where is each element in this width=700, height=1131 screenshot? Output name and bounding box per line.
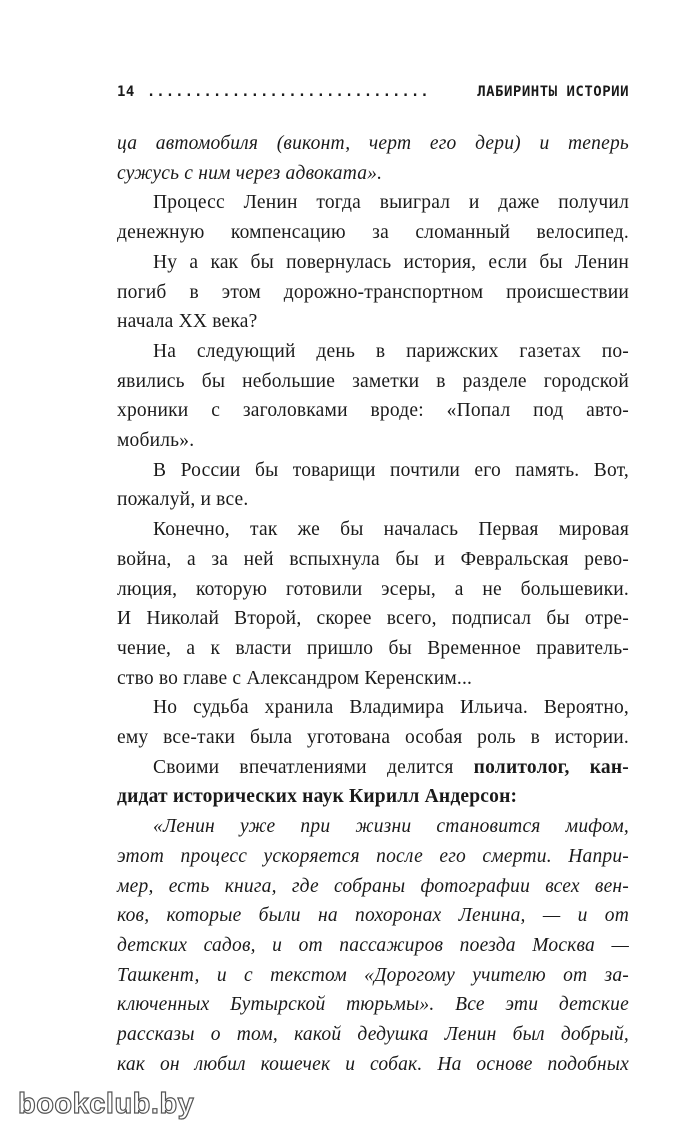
paragraph-6 — [117, 515, 629, 693]
text-line: мобиль». — [117, 430, 195, 452]
running-header — [117, 80, 629, 104]
text-line: хроники с заголовками вроде: «Попал под авто- — [117, 400, 629, 422]
text-line: Ну а как бы повернулась история, если бы Ленин — [153, 251, 629, 273]
text-line: мер, есть книга, где собраны фотографии всех вен- — [117, 875, 629, 897]
text-line: рассказы о том, какой дедушка Ленин был добрый, — [117, 1024, 629, 1046]
text-plain: Своими впечатлениями делится — [153, 756, 474, 778]
text-line: денежную компенсацию за сломанный велосипед. — [117, 222, 629, 244]
text-line: Конечно, так же бы началась Первая мировая — [153, 519, 629, 541]
body-text — [117, 129, 629, 1080]
text-line: ключенных Бутырской тюрьмы». Все эти детские — [117, 994, 629, 1016]
text-line: чение, а к власти пришло бы Временное правитель- — [117, 637, 629, 659]
header-dot-leader: .............................. — [146, 84, 430, 100]
text-line: Но судьба хранила Владимира Ильича. Вероятно, — [153, 697, 629, 719]
text-line: начала XX века? — [117, 311, 258, 333]
text-line: сужусь с ним через адвоката». — [117, 162, 383, 184]
text-line: ца автомобиля (виконт, черт его дери) и теперь — [117, 133, 629, 154]
watermark: bookclub.by — [18, 1088, 195, 1120]
page-number: 14 — [117, 84, 135, 100]
paragraph-5 — [117, 456, 629, 515]
text-line: Процесс Ленин тогда выиграл и даже получил — [153, 192, 629, 214]
paragraph-1 — [117, 129, 629, 188]
text-line: война, а за ней вспыхнула бы и Февральская рево- — [117, 548, 629, 570]
text-line: как он любил кошечек и собак. На основе подобных — [117, 1053, 629, 1075]
text-line: В России бы товарищи почтили его память. Вот, — [153, 459, 629, 481]
paragraph-3 — [117, 248, 629, 337]
text-line: На следующий день в парижских газетах по- — [153, 340, 629, 362]
text-line: И Николай Второй, скорее всего, подписал бы отре- — [117, 608, 629, 630]
speaker-credit: дидат исторических наук Кирилл Андерсон: — [117, 786, 518, 808]
text-line: ему все-таки была уготована особая роль в истории. — [117, 727, 629, 749]
text-line: погиб в этом дорожно-транспортном происшествии — [117, 281, 629, 303]
speaker-credit: политолог, кан- — [473, 756, 629, 778]
text-line: ство во главе с Александром Керенским... — [117, 667, 473, 689]
text-line: пожалуй, и все. — [117, 489, 249, 511]
text-line — [117, 753, 629, 783]
paragraph-7 — [117, 693, 629, 752]
text-line: ков, которые были на похоронах Ленина, — и от — [117, 905, 629, 927]
running-title: ЛАБИРИНТЫ ИСТОРИИ — [477, 84, 629, 100]
paragraph-8 — [117, 753, 629, 812]
text-line: Ташкент, и с текстом «Дорогому учителю от за- — [117, 964, 629, 986]
text-line: детских садов, и от пассажиров поезда Москва — — [117, 934, 629, 956]
text-line: этот процесс ускоряется после его смерти. Напри- — [117, 845, 629, 867]
text-line: «Ленин уже при жизни становится мифом, — [153, 816, 629, 838]
quote-paragraph — [117, 812, 629, 1079]
paragraph-4 — [117, 337, 629, 456]
text-line: явились бы небольшие заметки в разделе городской — [117, 370, 629, 392]
text-line: люция, которую готовили эсеры, а не большевики. — [117, 578, 629, 600]
paragraph-2 — [117, 188, 629, 247]
